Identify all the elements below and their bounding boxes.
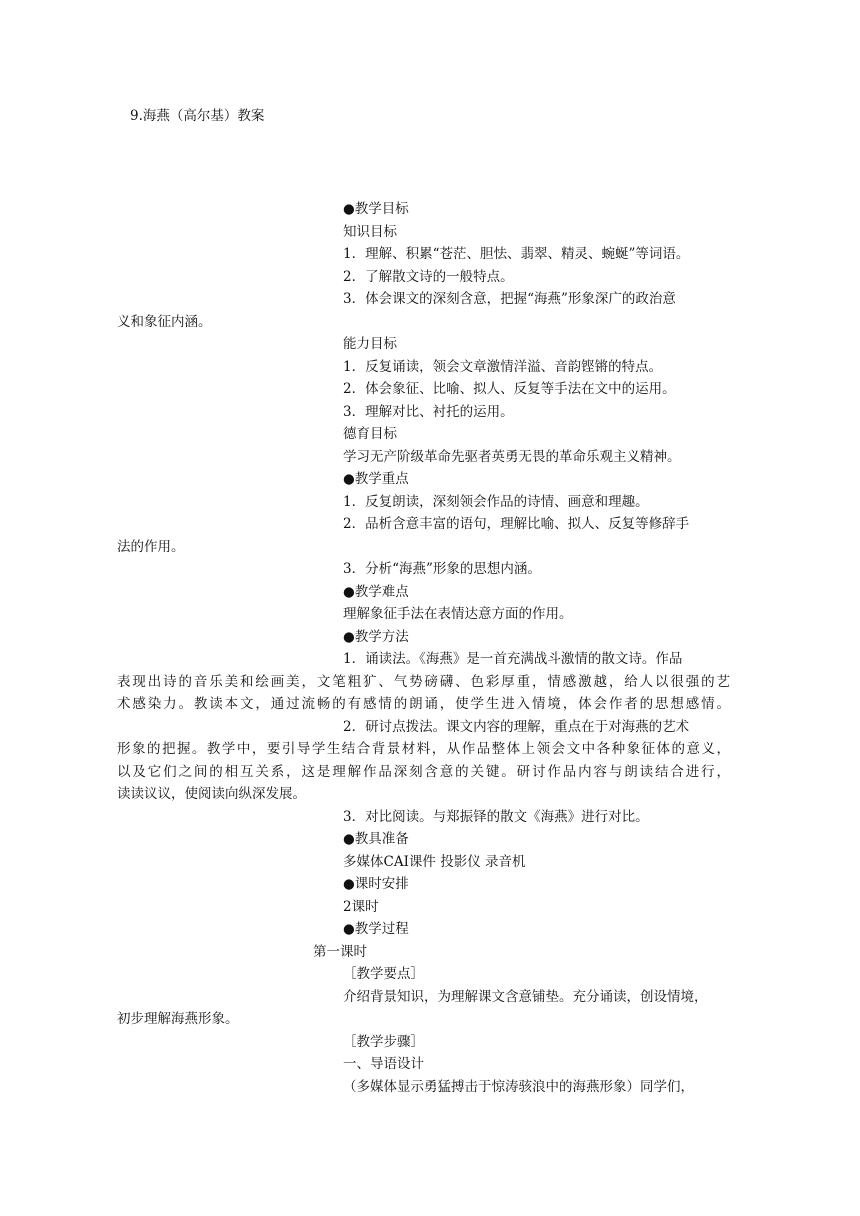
text-line: 2．品析含意丰富的语句，理解比喻、拟人、反复等修辞手 xyxy=(343,516,690,532)
text-line: 术感染力。教读本文，通过流畅的有感情的朗诵，使学生进入情境，体会作者的思想感情。 xyxy=(117,696,730,712)
text-line: 2课时 xyxy=(343,898,379,915)
text-line: 3．理解对比、衬托的运用。 xyxy=(343,403,514,420)
text-line: ［教学要点］ xyxy=(343,966,424,982)
text-line: ●教学目标 xyxy=(343,201,409,217)
text-line: 初步理解海燕形象。 xyxy=(117,1011,239,1027)
text-line: ●教学过程 xyxy=(343,921,409,937)
text-line: ●教学难点 xyxy=(343,583,409,600)
text-line: 2．研讨点拨法。课文内容的理解，重点在于对海燕的艺术 xyxy=(343,718,690,735)
text-line: 第一课时 xyxy=(313,943,367,960)
text-line: 1．理解、积累“苍茫、胆怯、翡翠、精灵、蜿蜒”等词语。 xyxy=(343,246,690,262)
text-line: 一、导语设计 xyxy=(343,1056,424,1072)
text-line: ●教具准备 xyxy=(343,831,409,847)
text-line: 理解象征手法在表情达意方面的作用。 xyxy=(343,606,573,622)
text-line: 1．诵读法。《海燕》是一首充满战斗激情的散文诗。作品 xyxy=(343,651,683,667)
text-line: ●课时安排 xyxy=(343,876,409,892)
text-line: 3．体会课文的深刻含意，把握“海燕”形象深广的政治意 xyxy=(343,291,676,307)
document-body xyxy=(117,198,730,1098)
text-line: 2．体会象征、比喻、拟人、反复等手法在文中的运用。 xyxy=(343,381,676,397)
text-line: 表现出诗的音乐美和绘画美，文笔粗犷、气势磅礴、色彩厚重，情感激越，给人以很强的艺 xyxy=(117,673,730,690)
text-line: 读读议议，使阅读向纵深发展。 xyxy=(117,786,306,802)
text-line: 多媒体CAI课件 投影仪 录音机 xyxy=(343,853,526,870)
text-line: 学习无产阶级革命先驱者英勇无畏的革命乐观主义精神。 xyxy=(343,448,681,465)
text-line: 法的作用。 xyxy=(117,538,185,555)
text-line: 介绍背景知识，为理解课文含意铺垫。充分诵读，创设情境， xyxy=(343,988,708,1005)
text-line: 3．分析“海燕”形象的思想内涵。 xyxy=(343,561,541,577)
document-title: 9.海燕（高尔基）教案 xyxy=(130,108,265,124)
text-line: ●教学重点 xyxy=(343,471,409,487)
text-line: ［教学步骤］ xyxy=(343,1033,424,1050)
text-line: 以及它们之间的相互关系，这是理解作品深刻含意的关键。研讨作品内容与朗读结合进行， xyxy=(117,763,730,780)
text-line: 能力目标 xyxy=(343,336,397,352)
text-line: ●教学方法 xyxy=(343,628,409,645)
text-line: 德育目标 xyxy=(343,426,397,442)
text-line: （多媒体显示勇猛搏击于惊涛骇浪中的海燕形象）同学们， xyxy=(343,1078,694,1095)
text-line: 2．了解散文诗的一般特点。 xyxy=(343,268,514,285)
text-line: 1．反复朗读，深刻领会作品的诗情、画意和理趣。 xyxy=(343,493,649,510)
text-line: 1．反复诵读，领会文章激情洋溢、音韵铿锵的特点。 xyxy=(343,358,663,375)
text-line: 形象的把握。教学中，要引导学生结合背景材料，从作品整体上领会文中各种象征体的意义， xyxy=(117,741,730,757)
text-line: 3．对比阅读。与郑振铎的散文《海燕》进行对比。 xyxy=(343,808,649,825)
text-line: 义和象征内涵。 xyxy=(117,313,212,330)
text-line: 知识目标 xyxy=(343,223,397,240)
